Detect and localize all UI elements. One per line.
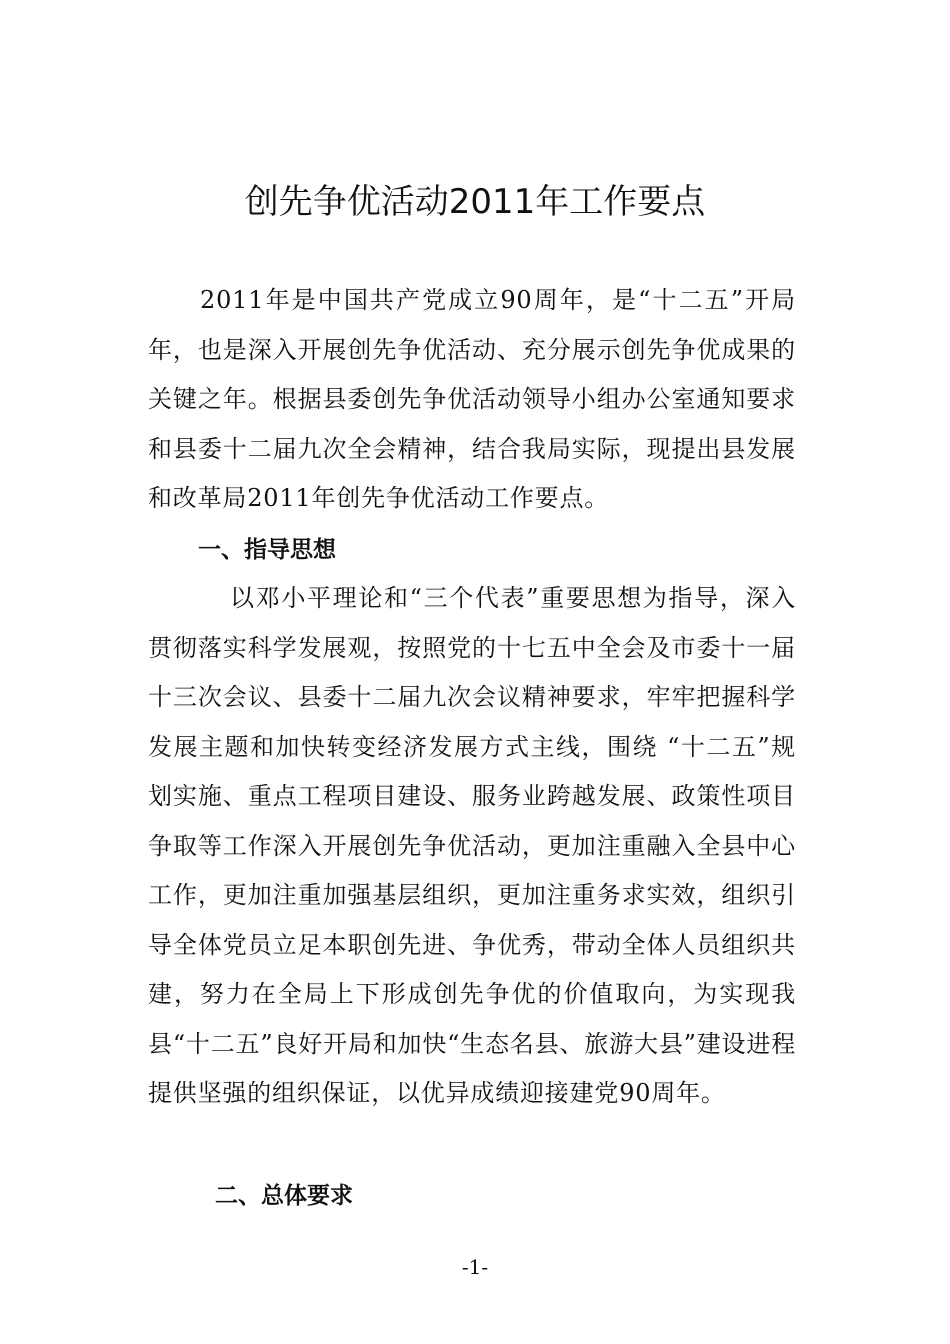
section-heading-general-requirements: 二、总体要求 — [215, 1183, 353, 1209]
document-title: 创先争优活动2011年工作要点 — [244, 182, 706, 222]
guiding-ideology-paragraph: 以邓小平理论和“三个代表”重要思想为指导，深入贯彻落实科学发展观，按照党的十七五中全会及市委十一届十三次会议、县委十二届九次会议精神要求，牢牢把握科学发展主题和加快转变经济发展方式主线，围绕 “十二五”规划实施、重点工程项目建设、服务业跨越发展、政策性项目争取等工作深入开展创先争优活动，更加注重融入全县中心工作，更加注重加强基层组织，更加注重务求实效，组织引导全体党员立足本职创先进、争优秀，带动全体人员组织共建，努力在全局上下形成创先争优的价值取向，为实现我县“十二五”良好开局和加快“生态名县、旅游大县”建设进程提供坚强的组织保证，以优异成绩迎接建党90周年。 — [148, 584, 796, 1107]
page-number: -1- — [461, 1255, 489, 1279]
intro-paragraph: 2011年是中国共产党成立90周年，是“十二五”开局年，也是深入开展创先争优活动、充分展示创先争优成果的关键之年。根据县委创先争优活动领导小组办公室通知要求和县委十二届九次全会精神，结合我局实际，现提出县发展和改革局2011年创先争优活动工作要点。 — [148, 286, 796, 512]
section-heading-guiding-ideology: 一、指导思想 — [198, 537, 336, 563]
